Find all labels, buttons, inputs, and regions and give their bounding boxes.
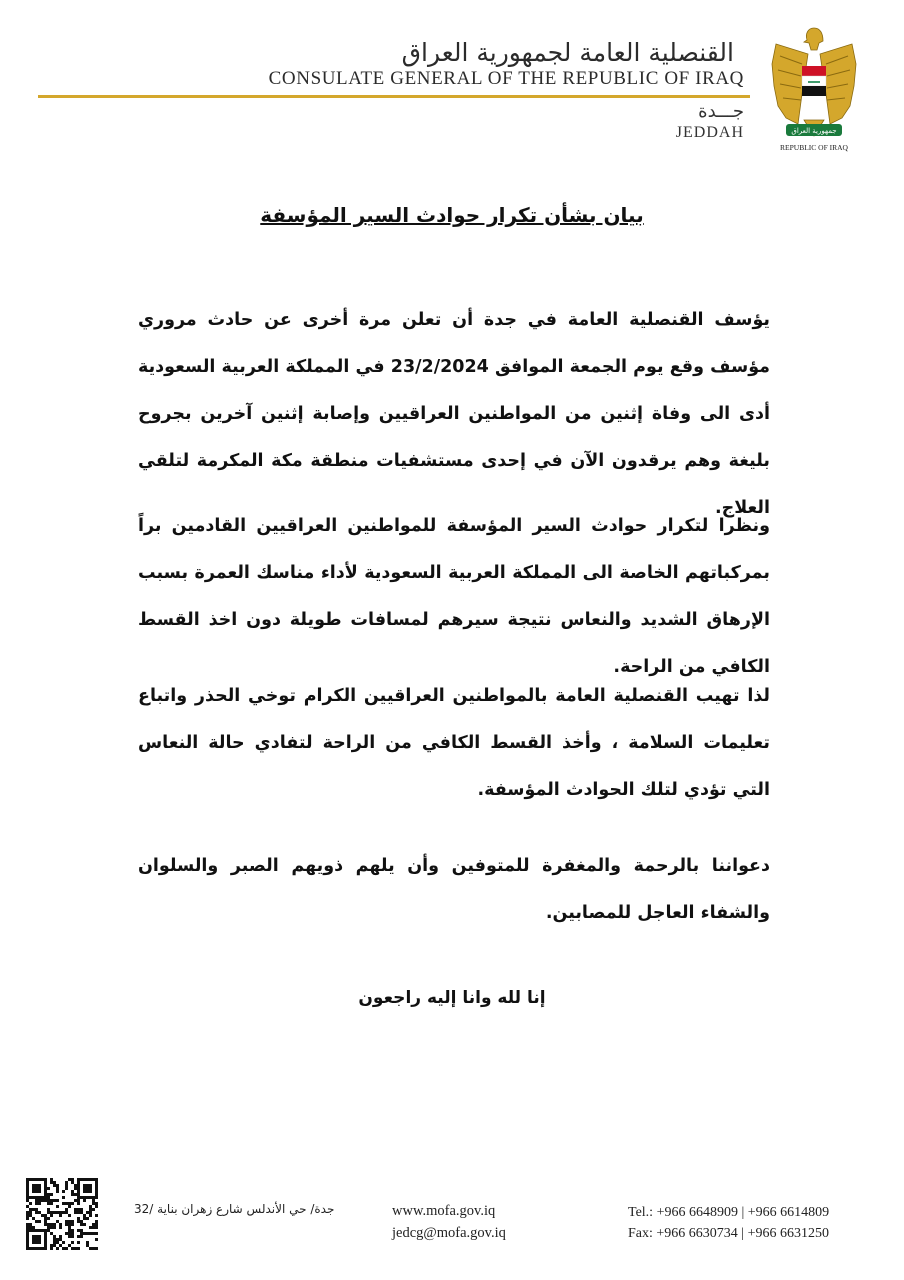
website-link[interactable]: www.mofa.gov.iq xyxy=(392,1203,496,1219)
paragraph-1: يؤسف القنصلية العامة في جدة أن تعلن مرة أخرى عن حادث مروري مؤسف وقع يوم الجمعة الموافق 23/2/2024 في المملكة العربية السعودية أدى الى وفاة إثنين من المواطنين العراقيين وإصابة إثنين آخرين بجروح بليغة وهم يرقدون الآن في إحدى مستشفيات منطقة مكة المكرمة لتلقي العلاج. xyxy=(138,310,771,518)
paragraph-4: دعواننا بالرحمة والمغفرة للمتوفين وأن يلهم ذويهم الصبر والسلوان والشفاء العاجل للمصابين. xyxy=(138,856,770,923)
header-divider xyxy=(38,95,750,98)
emblem-label-ar: جمهورية العراق xyxy=(791,127,837,135)
footer-contact-web xyxy=(392,1200,532,1244)
document-title: بيان بشأن تكرار حوادث السير المؤسفة xyxy=(260,203,644,227)
closing-phrase: إنا لله وانا إليه راجعون xyxy=(358,988,546,1008)
paragraph-3: لذا تهيب القنصلية العامة بالمواطنين العراقيين الكرام توخي الحذر واتباع تعليمات السلامة ، وأخذ القسط الكافي من الراحة لتفادي حالة النعاس التي تؤدي لتلك الحوادث المؤسفة. xyxy=(138,686,770,800)
email-link[interactable]: jedcg@mofa.gov.iq xyxy=(392,1225,506,1241)
consulate-title-ar: القنصلية العامة لجمهورية العراق xyxy=(401,38,734,67)
iraq-emblem-logo xyxy=(768,24,860,156)
consulate-title-en: CONSULATE GENERAL OF THE REPUBLIC OF IRAQ xyxy=(268,68,744,89)
city-name-ar: جـــدة xyxy=(698,101,744,122)
fax-numbers: Fax: +966 6630734 | +966 6631250 xyxy=(628,1226,829,1241)
qr-code-icon[interactable] xyxy=(26,1178,98,1250)
footer-address: جدة/ حي الأندلس شارع زهران بناية /32 xyxy=(134,1202,335,1216)
footer-phones xyxy=(628,1202,868,1244)
paragraph-2: ونظرا لتكرار حوادث السير المؤسفة للمواطنين العراقيين القادمين براً بمركباتهم الخاصة الى المملكة العربية السعودية لأداء مناسك العمرة بسبب الإرهاق الشديد والنعاس نتيجة سيرهم لمسافات طويلة دون اخذ القسط الكافي من الراحة. xyxy=(138,516,770,677)
city-name-en: JEDDAH xyxy=(675,124,744,141)
tel-numbers: Tel.: +966 6648909 | +966 6614809 xyxy=(628,1205,830,1220)
emblem-label-en: REPUBLIC OF IRAQ xyxy=(780,143,848,152)
